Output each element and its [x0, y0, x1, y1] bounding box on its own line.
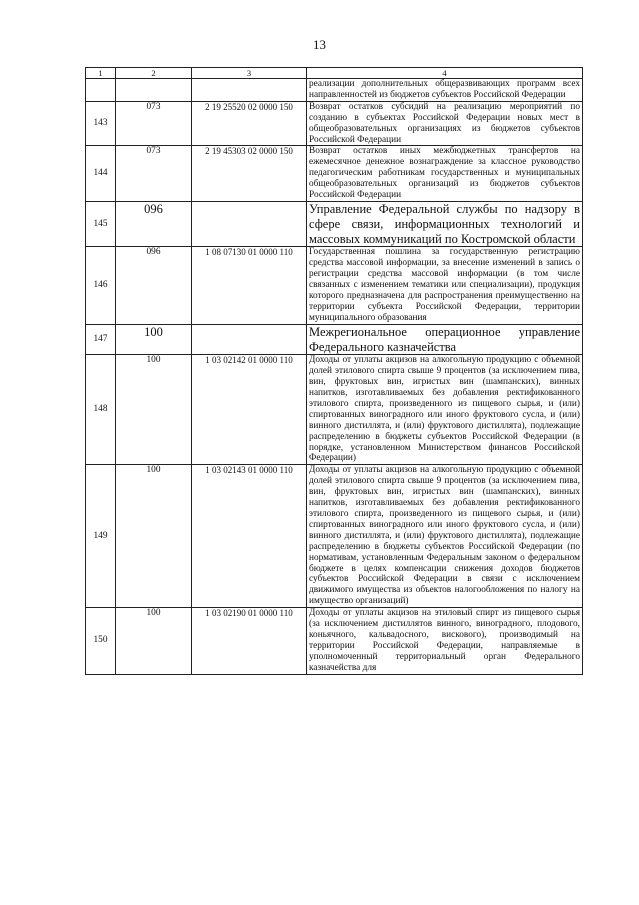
table-row: [86, 608, 583, 674]
revenue-description: Возврат остатков субсидий на реализацию мероприятий по созданию в субъектах Российской Федерации новых мест в общеобразовательных организациях из бюджетов субъектов Российской Федерации: [307, 101, 583, 146]
admin-code: 073: [116, 146, 192, 202]
budget-classification-code: 2 19 25520 02 0000 150: [192, 101, 307, 146]
row-number: [86, 79, 116, 102]
header-col-4: 4: [307, 68, 583, 79]
row-number: 149: [86, 465, 116, 608]
budget-classification-code: [192, 79, 307, 102]
row-number: 146: [86, 247, 116, 324]
admin-code: 096: [116, 247, 192, 324]
table-row: [86, 355, 583, 465]
admin-code: 096: [116, 201, 192, 246]
budget-classification-code: 1 03 02142 01 0000 110: [192, 355, 307, 465]
table-row: [86, 101, 583, 146]
row-number: 145: [86, 201, 116, 246]
table-body: [86, 79, 583, 675]
header-row: [86, 68, 583, 79]
budget-classification-code: [192, 201, 307, 246]
revenue-description: Доходы от уплаты акцизов на этиловый спирт из пищевого сырья (за исключением дистиллятов винного, виноградного, плодового, коньячного, кальвадосного, вискового), производимый на территории Российской Федерации, направляемые в уполномоченный территориальный орган Федерального казначейства для: [307, 608, 583, 674]
header-col-3: 3: [192, 68, 307, 79]
revenue-description: Государственная пошлина за государственную регистрацию средства массовой информации, за внесение изменений в запись о регистрации средства массовой информации (в том числе связанных с изменением тематики или специализации), продукция которого предназначена для распространения преимущественно на территории субъекта Российской Федерации, территории муниципального образования: [307, 247, 583, 324]
revenue-description: Доходы от уплаты акцизов на алкогольную продукцию с объемной долей этилового спирта свыше 9 процентов (за исключением пива, вин, фруктовых вин, игристых вин (шампанских), винных напитков, изготавливаемых без добавления ректификованного этилового спирта, произведенного из пищевого сырья, и (или) спиртованных виноградного или иного фруктового сусла, и (или) винного дистиллята, и (или) фруктового дистиллята), подлежащие распределению в бюджеты субъектов Российской Федерации (в порядке, установленном Министерством финансов Российской Федерации): [307, 355, 583, 465]
admin-code: 100: [116, 465, 192, 608]
table-row: [86, 324, 583, 355]
table-row: [86, 465, 583, 608]
budget-classification-code: 1 03 02190 01 0000 110: [192, 608, 307, 674]
revenue-description: Доходы от уплаты акцизов на алкогольную продукцию с объемной долей этилового спирта свыше 9 процентов (за исключением пива, вин, фруктовых вин, игристых вин (шампанских), винных напитков, изготавливаемых без добавления ректификованного этилового спирта, произведенного из пищевого сырья, и (или) спиртованных виноградного или иного фруктового сусла, и (или) винного дистиллята, и (или) фруктового дистиллята), подлежащие распределению в бюджеты субъектов Российской Федерации (по нормативам, установленным Федеральным законом о федеральном бюджете в целях компенсации снижения доходов бюджетов субъектов Российской Федерации в связи с исключением движимого имущества из объектов налогообложения по налогу на имущество организаций): [307, 465, 583, 608]
header-col-2: 2: [116, 68, 192, 79]
budget-classification-code: 2 19 45303 02 0000 150: [192, 146, 307, 202]
row-number: 147: [86, 324, 116, 355]
table-row: [86, 146, 583, 202]
admin-code: [116, 79, 192, 102]
table-row: [86, 201, 583, 246]
admin-code: 100: [116, 355, 192, 465]
revenue-codes-table: [85, 67, 583, 675]
admin-code: 100: [116, 608, 192, 674]
admin-code: 100: [116, 324, 192, 355]
budget-classification-code: 1 03 02143 01 0000 110: [192, 465, 307, 608]
row-number: 148: [86, 355, 116, 465]
page-number: 13: [313, 37, 326, 52]
table-row: [86, 247, 583, 324]
header-col-1: 1: [86, 68, 116, 79]
budget-classification-code: [192, 324, 307, 355]
row-number: 143: [86, 101, 116, 146]
revenue-description: реализации дополнительных общеразвивающих программ всех направленностей из бюджетов субъектов Российской Федерации: [307, 79, 583, 102]
table-row: [86, 79, 583, 102]
revenue-description: Межрегиональное операционное управление Федерального казначейства: [307, 324, 583, 355]
row-number: 150: [86, 608, 116, 674]
budget-classification-code: 1 08 07130 01 0000 110: [192, 247, 307, 324]
admin-code: 073: [116, 101, 192, 146]
row-number: 144: [86, 146, 116, 202]
revenue-description: Возврат остатков иных межбюджетных трансфертов на ежемесячное денежное вознаграждение за классное руководство педагогическим работникам государственных и муниципальных общеобразовательных организаций из бюджетов субъектов Российской Федерации: [307, 146, 583, 202]
revenue-description: Управление Федеральной службы по надзору в сфере связи, информационных технологий и массовых коммуникаций по Костромской области: [307, 201, 583, 246]
